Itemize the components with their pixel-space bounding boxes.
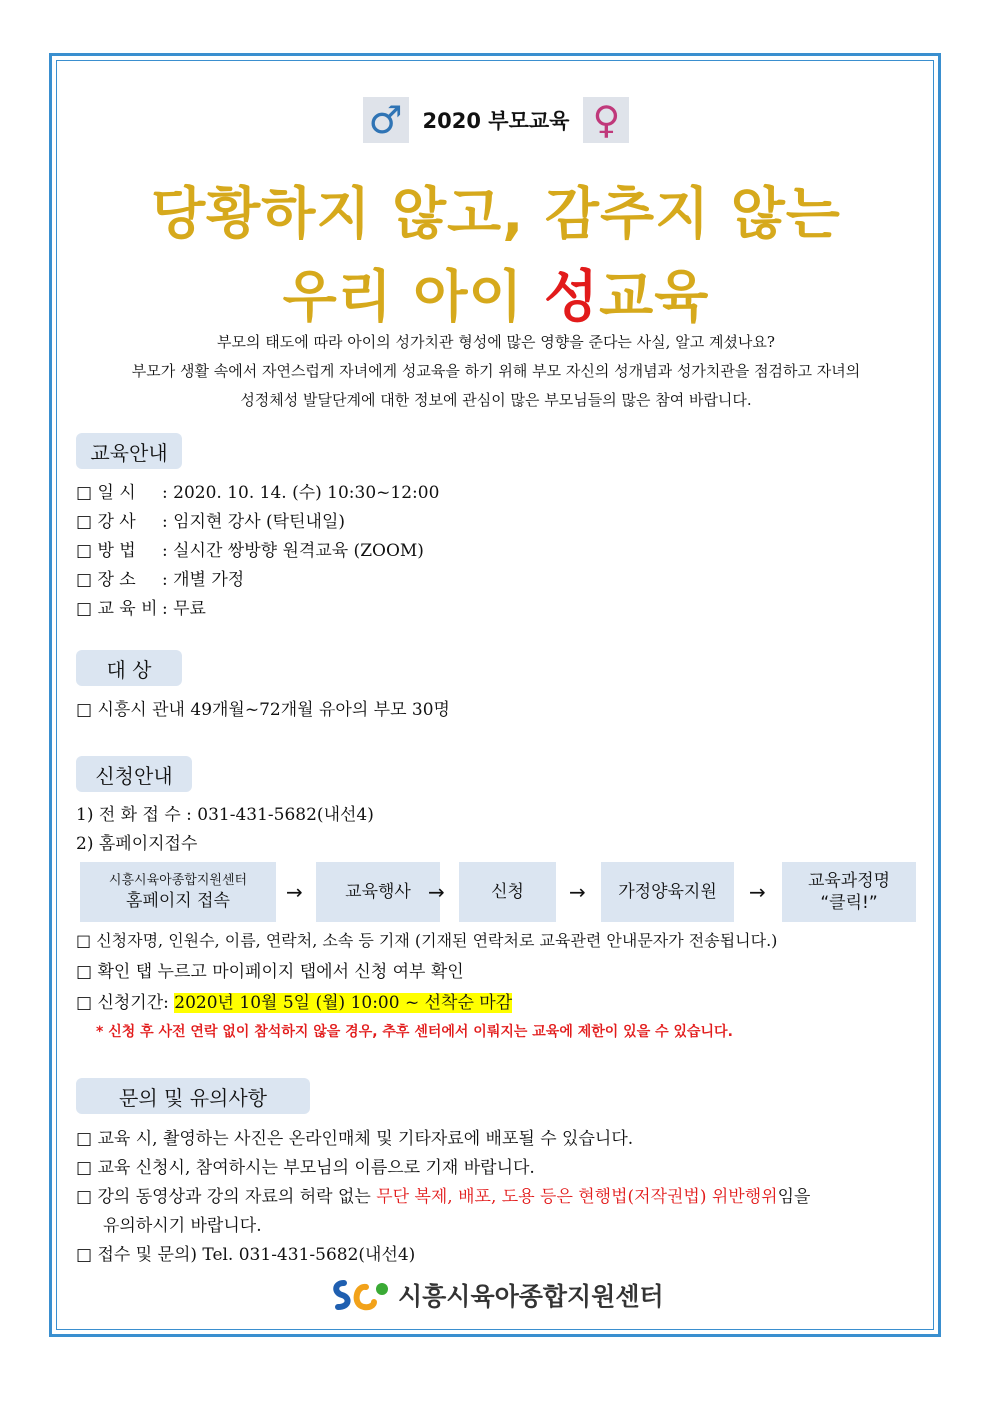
title-highlight: 성 (544, 265, 600, 330)
notice-item (76, 1182, 810, 1207)
male-symbol-icon: ♂ (363, 97, 409, 143)
flow-step-course-label: 교육과정명 (807, 871, 891, 891)
notice-item-part: □ 강의 동영상과 강의 자료의 허락 없는 (76, 1187, 377, 1207)
target-item: □ 시흥시 관내 49개월~72개월 유아의 부모 30명 (76, 700, 450, 720)
flow-step-homepage-org: 시흥시육아종합지원센터 (108, 873, 248, 888)
flow-step-parenting-label: 가정양육지원 (618, 882, 717, 902)
edu-item-value: : 2020. 10. 14. (수) 10:30~12:00 (162, 483, 440, 503)
edu-item (76, 594, 206, 619)
edu-item-key: □ 방 법 (76, 541, 136, 561)
apply-period-value: 2020년 10월 5일 (월) 10:00 ~ 선착순 마감 (174, 993, 513, 1013)
header-title: 2020 부모교육 (422, 109, 570, 133)
flow-step-course (782, 862, 916, 922)
notice-item-continued: 유의하시기 바랍니다. (103, 1216, 262, 1236)
title-part-b: 교육 (599, 265, 710, 330)
apply-period (76, 988, 512, 1013)
intro-line: 부모가 생활 속에서 자연스럽게 자녀에게 성교육을 하기 위해 부모 자신의 성개념과 성가치관을 점검하고 자녀의 (131, 362, 861, 380)
flow-step-apply (459, 862, 556, 922)
flow-step-event (316, 862, 440, 922)
intro-line: 부모의 태도에 따라 아이의 성가치관 형성에 많은 영향을 준다는 사실, 알고 계셨나요? (217, 333, 775, 351)
edu-item-value: : 실시간 쌍방향 원격교육 (ZOOM) (162, 541, 424, 561)
edu-item (76, 478, 439, 503)
notice-item: □ 교육 신청시, 참여하시는 부모님의 이름으로 기재 바랍니다. (76, 1158, 535, 1178)
edu-item (76, 536, 424, 561)
edu-item-key: □ 일 시 (76, 483, 136, 503)
org-logo (330, 1275, 664, 1315)
female-symbol-icon: ♀ (583, 97, 629, 143)
apply-period-label: □ 신청기간: (76, 993, 175, 1013)
notice-item-warning: 무단 복제, 배포, 도용 등은 현행법(저작권법) 위반행위 (376, 1187, 778, 1207)
intro-line: 성정체성 발달단계에 대한 정보에 관심이 많은 부모님들의 많은 참여 바랍니다. (240, 391, 752, 409)
apply-homepage: 2) 홈페이지접수 (76, 834, 198, 854)
apply-phone: 1) 전 화 접 수 : 031-431-5682(내선4) (76, 805, 374, 825)
header-row (0, 97, 992, 143)
section-heading-education: 교육안내 (76, 433, 182, 469)
edu-item (76, 565, 244, 590)
section-heading-target: 대 상 (76, 650, 182, 686)
flow-step-course-click: “클릭!” (820, 893, 878, 913)
notice-item: □ 접수 및 문의) Tel. 031-431-5682(내선4) (76, 1245, 416, 1265)
notice-item: □ 교육 시, 촬영하는 사진은 온라인매체 및 기타자료에 배포될 수 있습니다. (76, 1129, 634, 1149)
main-title-line2 (0, 253, 992, 333)
edu-item-value: : 임지현 강사 (탁틴내일) (162, 512, 346, 532)
edu-item-value: : 무료 (162, 599, 206, 619)
edu-item-value: : 개별 가정 (162, 570, 245, 590)
apply-warning: * 신청 후 사전 연락 없이 참석하지 않을 경우, 추후 센터에서 이뤄지는 교육에 제한이 있을 수 있습니다. (96, 1024, 733, 1040)
edu-item-key: □ 장 소 (76, 570, 136, 590)
apply-flow (80, 862, 916, 922)
flow-arrow-icon: → (286, 880, 303, 904)
edu-item-key: □ 강 사 (76, 512, 136, 532)
section-heading-notice: 문의 및 유의사항 (76, 1078, 310, 1114)
flow-arrow-icon: → (428, 880, 445, 904)
flow-arrow-icon: → (749, 880, 766, 904)
intro-text (80, 328, 912, 415)
flow-step-homepage (80, 862, 276, 922)
section-heading-apply: 신청안내 (76, 756, 192, 792)
title-part-a: 우리 아이 (282, 265, 545, 330)
org-logo-icon (330, 1275, 392, 1315)
edu-item (76, 507, 345, 532)
apply-note: □ 신청자명, 인원수, 이름, 연락처, 소속 등 기재 (기재된 연락처로 교육관련 안내문자가 전송됩니다.) (76, 931, 778, 950)
flow-step-event-label: 교육행사 (345, 882, 411, 902)
flow-step-apply-label: 신청 (491, 882, 524, 902)
edu-item-key: □ 교 육 비 (76, 599, 158, 619)
org-name: 시흥시육아종합지원센터 (398, 1282, 664, 1311)
flow-step-parenting (601, 862, 734, 922)
apply-note: □ 확인 탭 누르고 마이페이지 탭에서 신청 여부 확인 (76, 962, 464, 982)
notice-item-part: 임을 (777, 1187, 811, 1207)
flow-arrow-icon: → (569, 880, 586, 904)
flow-step-homepage-label: 홈페이지 접속 (126, 891, 230, 911)
main-title-line1: 당황하지 않고, 감추지 않는 (151, 182, 841, 247)
